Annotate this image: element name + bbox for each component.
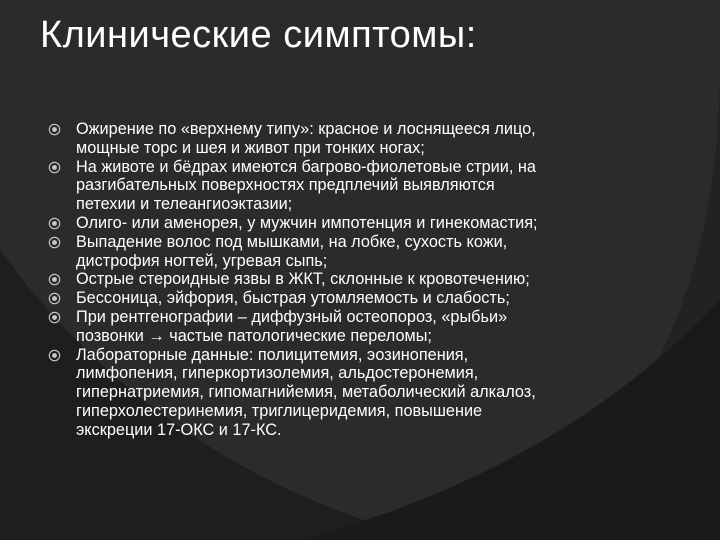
bullet-text-line: При рентгенографии – диффузный остеопороз, «рыбьи» [76,307,508,326]
bullet-text-line: гиперхолестеринемия, триглицеридемия, повышение [76,401,483,420]
slide-content [48,120,628,440]
circled-dot-icon [48,161,61,174]
bullet-item [48,120,628,158]
circled-dot-icon [48,349,61,362]
bullet-text-line: лимфопения, гиперкортизолемия, альдостеронемия, [76,364,479,383]
bullet-item [48,308,628,346]
bullet-item [48,289,628,308]
bullet-text-line: экскреции 17-ОКС и 17-КС. [76,420,282,439]
circled-dot-icon [48,123,61,136]
bullet-text-line: позвонки → частые патологические переломы; [76,326,432,345]
bullet-text-line: Выпадение волос под мышками, на лобке, сухость кожи, [76,232,508,251]
circled-dot-icon [48,292,61,305]
bullet-text-line: Острые стероидные язвы в ЖКТ, склонные к кровотечению; [76,270,530,289]
circled-dot-icon [48,236,61,249]
bullet-text-line: Лабораторные данные: полицитемия, эозинопения, [76,345,469,364]
slide-title: Клинические симптомы: [40,14,477,56]
bullet-text-line: Бессоница, эйфория, быстрая утомляемость и слабость; [76,289,510,308]
bullet-text-line: Олиго- или аменорея, у мужчин импотенция и гинекомастия; [76,213,538,232]
bullet-text-line: мощные торс и шея и живот при тонких ногах; [76,138,425,157]
bullet-item [48,270,628,289]
bullet-item [48,233,628,271]
bullet-text-line: дистрофия ногтей, угревая сыпь; [76,251,328,270]
bullet-item [48,158,628,214]
bullet-text-line: Ожирение по «верхнему типу»: красное и лоснящееся лицо, [76,120,536,138]
bullet-text-line: гипернатриемия, гипомагнийемия, метаболический алкалоз, [76,383,536,402]
bullet-text-line: разгибательных поверхностях предплечий выявляются [76,176,495,195]
bullet-item [48,214,628,233]
bullet-list [48,120,628,440]
circled-dot-icon [48,273,61,286]
bullet-text-line: петехии и телеангиоэктазии; [76,195,293,214]
circled-dot-icon [48,217,61,230]
bullet-item [48,346,628,440]
bullet-text-line: На животе и бёдрах имеются багрово-фиолетовые стрии, на [76,157,536,176]
circled-dot-icon [48,311,61,324]
